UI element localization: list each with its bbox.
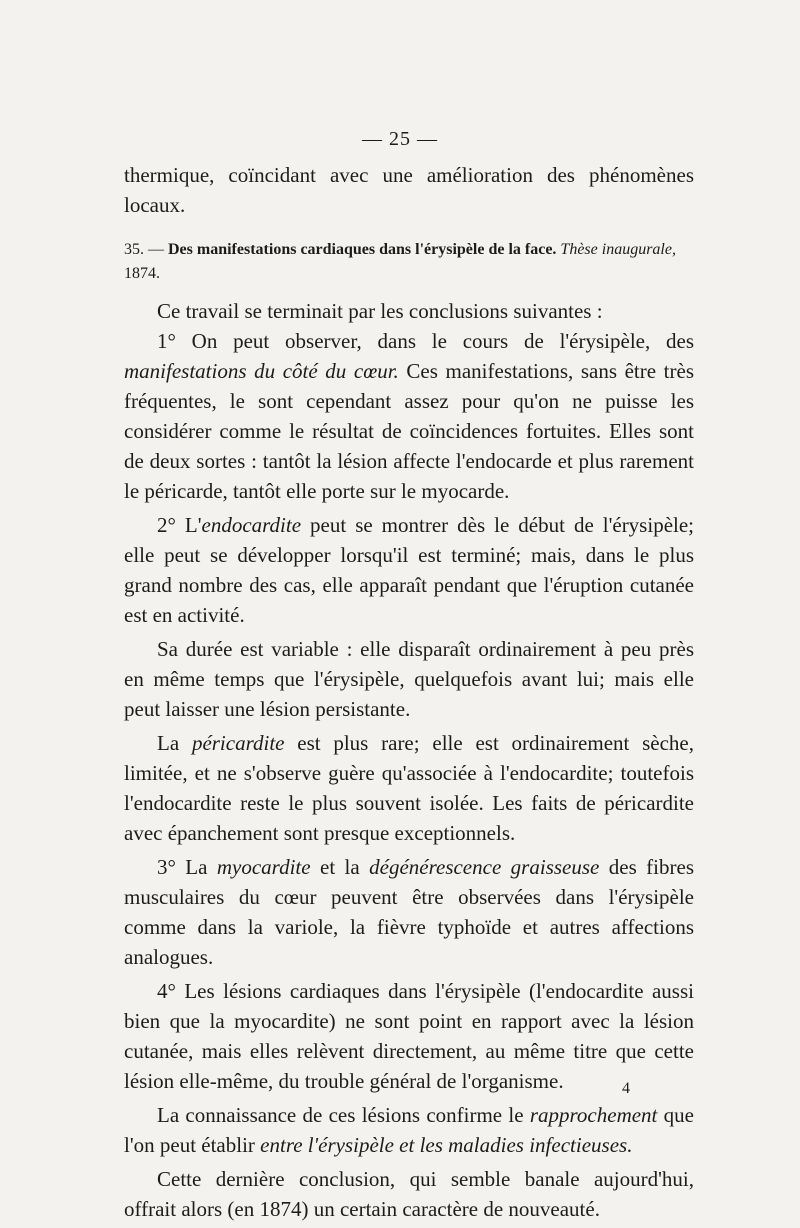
text-run: est plus rare; elle est ordinairement sèche, limitée, et ne s'observe guère qu'associée à l'endocardite; toutefois l'endocardite reste le plus souvent isolée. Les faits de péricardite avec épanchement sont presque exceptionnels. (124, 731, 695, 845)
reference-title: Des manifestations cardiaques dans l'érysipèle de la face. (168, 241, 557, 258)
text-run: peut se montrer dès le début de l'érysipèle; elle peut se développer lorsqu'il est terminé; mais, dans le plus grand nombre des cas, elle apparaît pendant que l'éruption cutanée est en activité. (124, 513, 695, 627)
page-number: — 25 — (362, 128, 438, 150)
text-run: La (157, 731, 192, 755)
italic-run: manifestations du côté du cœur. (124, 359, 399, 383)
signature-mark: 4 (622, 1080, 630, 1097)
paragraph-conclusion-4: 4° Les lésions cardiaques dans l'érysipèle (l'endocardite aussi bien que la myocardite) ne sont point en rapport avec la lésion cutanée, mais elles relèvent directement, au même titre que cette lésion elle-même, du trouble général de l'organisme. (124, 979, 694, 1093)
text-run: et la (310, 855, 370, 879)
reference-year: 1874. (124, 265, 160, 282)
paragraph-conclusion-1 (124, 326, 694, 506)
text-run: 2° L' (157, 513, 202, 537)
paragraph-final: Cette dernière conclusion, qui semble banale aujourd'hui, offrait alors (en 1874) un certain caractère de nouveauté. (124, 1167, 694, 1221)
paragraph-conclusion-2 (124, 510, 694, 630)
paragraph-duration: Sa durée est variable : elle disparaît ordinairement à peu près en même temps que l'érysipèle, quelquefois avant lui; mais elle peut laisser une lésion persistante. (124, 637, 694, 721)
italic-run: endocardite (201, 513, 302, 537)
reference-dash: — (144, 241, 168, 258)
text-run: Ces manifestations, sans être très fréquentes, le sont cependant assez pour qu'on ne puisse les considérer comme le résultat de coïncidences fortuites. Elles sont de deux sortes : tantôt la lésion affecte l'endocarde et plus rarement le péricarde, tantôt elle porte sur le myocarde. (124, 359, 694, 503)
italic-run: myocardite (216, 855, 311, 879)
paragraph-conclusion-3 (124, 852, 694, 972)
reference-number: 35. (124, 241, 144, 258)
paragraph-rapprochement (124, 1100, 694, 1160)
continuation-text: thermique, coïncidant avec une amélioration des phénomènes locaux. (124, 163, 694, 217)
italic-run: rapprochement (529, 1103, 658, 1127)
text-run: 3° La (157, 855, 217, 879)
italic-run: dégénérescence graisseuse (369, 855, 600, 879)
bibliographic-reference (124, 238, 699, 286)
paragraph-pericarditis (124, 728, 694, 848)
continuation-paragraph (124, 160, 694, 220)
text-run: 1° On peut observer, dans le cours de l'érysipèle, des (157, 329, 694, 353)
reference-journal: Thèse inaugurale, (560, 241, 676, 258)
italic-run: entre l'érysipèle et les maladies infectieuses. (260, 1133, 633, 1157)
text-run: La connaissance de ces lésions confirme le (157, 1103, 530, 1127)
italic-run: péricardite (191, 731, 285, 755)
text-run: que l'on peut établir (124, 1103, 694, 1157)
text-run: des fibres musculaires du cœur peuvent être observées dans l'érysipèle comme dans la variole, la fièvre typhoïde et autres affections analogues. (124, 855, 694, 969)
paragraph-intro: Ce travail se terminait par les conclusions suivantes : (157, 299, 603, 323)
body-text (124, 296, 694, 1228)
